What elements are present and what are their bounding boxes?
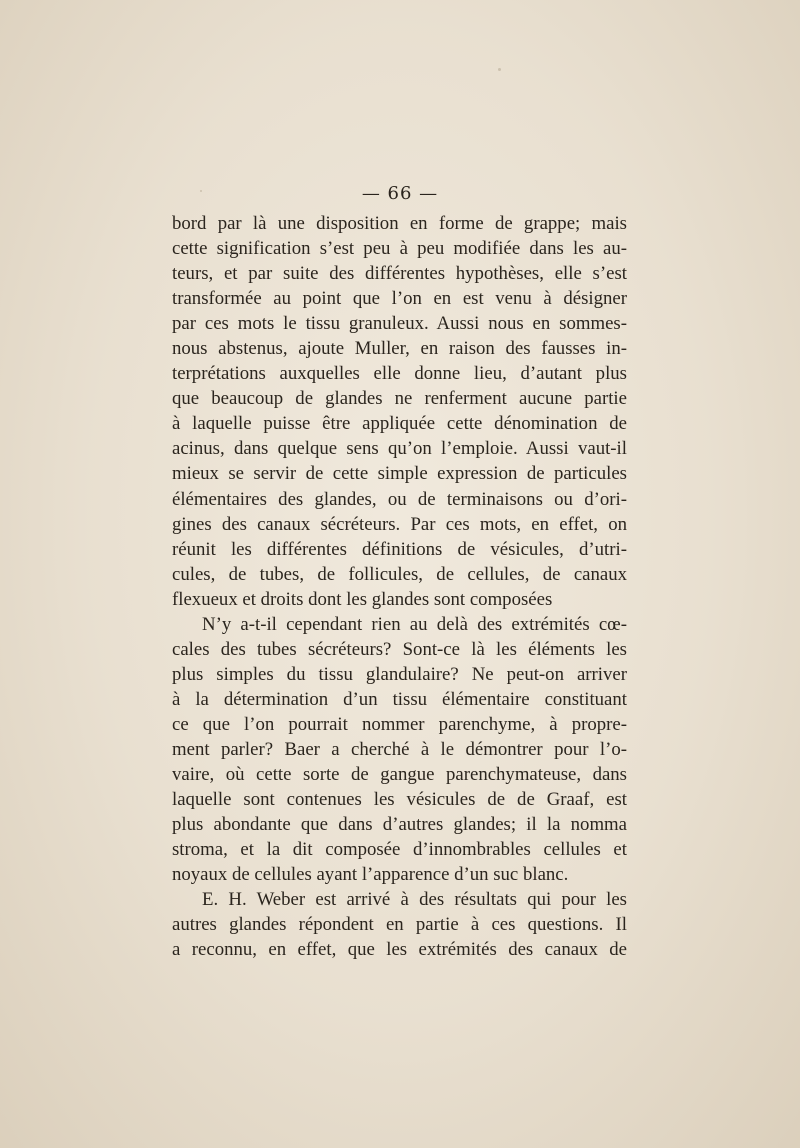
text-line: bord par là une disposition en forme de grappe; mais (172, 213, 627, 234)
page-number: — 66 — (361, 183, 439, 204)
text-line: ment parler? Baer a cherché à le démontrer pour l’o- (172, 738, 627, 760)
text-line: que beaucoup de glandes ne renferment aucune partie (172, 388, 627, 410)
text-line: réunit les différentes définitions de vésicules, d’utri- (172, 538, 627, 560)
text-line: cales des tubes sécréteurs? Sont-ce là les éléments les (172, 638, 627, 660)
text-line: flexueux et droits dont les glandes sont composées (172, 588, 553, 610)
body-text (172, 211, 627, 962)
text-line: gines des canaux sécréteurs. Par ces mots, en effet, on (172, 513, 627, 535)
text-line: teurs, et par suite des différentes hypothèses, elle s’est (172, 263, 627, 285)
text-line: terprétations auxquelles elle donne lieu, d’autant plus (172, 363, 627, 385)
text-line: a reconnu, en effet, que les extrémités des canaux de (172, 939, 627, 961)
text-line: par ces mots le tissu granuleux. Aussi nous en sommes- (172, 313, 627, 335)
text-line: mieux se servir de cette simple expression de particules (172, 463, 627, 485)
text-line: à laquelle puisse être appliquée cette dénomination de (172, 413, 627, 435)
text-line: N’y a-t-il cependant rien au delà des extrémités cœ- (202, 613, 627, 635)
text-line: nous abstenus, ajoute Muller, en raison des fausses in- (172, 338, 627, 360)
text-line: E. H. Weber est arrivé à des résultats qui pour les (202, 889, 627, 911)
text-line: acinus, dans quelque sens qu’on l’emploie. Aussi vaut-il (172, 438, 627, 460)
text-line: stroma, et la dit composée d’innombrables cellules et (172, 839, 627, 861)
text-line: plus abondante que dans d’autres glandes; il la nomma (172, 814, 627, 836)
text-line: plus simples du tissu glandulaire? Ne peut-on arriver (172, 663, 627, 685)
text-line: laquelle sont contenues les vésicules de de Graaf, est (172, 789, 627, 811)
text-line: vaire, où cette sorte de gangue parenchymateuse, dans (172, 764, 627, 786)
paper-speck (498, 68, 501, 71)
text-line: cules, de tubes, de follicules, de cellules, de canaux (172, 563, 627, 585)
text-line: cette signification s’est peu à peu modifiée dans les au- (172, 238, 627, 260)
text-line: élémentaires des glandes, ou de terminaisons ou d’ori- (172, 488, 627, 510)
text-line: à la détermination d’un tissu élémentaire constituant (172, 688, 627, 710)
text-line: autres glandes répondent en partie à ces questions. Il (172, 914, 627, 936)
text-line: transformée au point que l’on en est venu à désigner (172, 288, 627, 310)
text-line: noyaux de cellules ayant l’apparence d’un suc blanc. (172, 864, 569, 886)
text-line: ce que l’on pourrait nommer parenchyme, à propre- (172, 713, 627, 735)
